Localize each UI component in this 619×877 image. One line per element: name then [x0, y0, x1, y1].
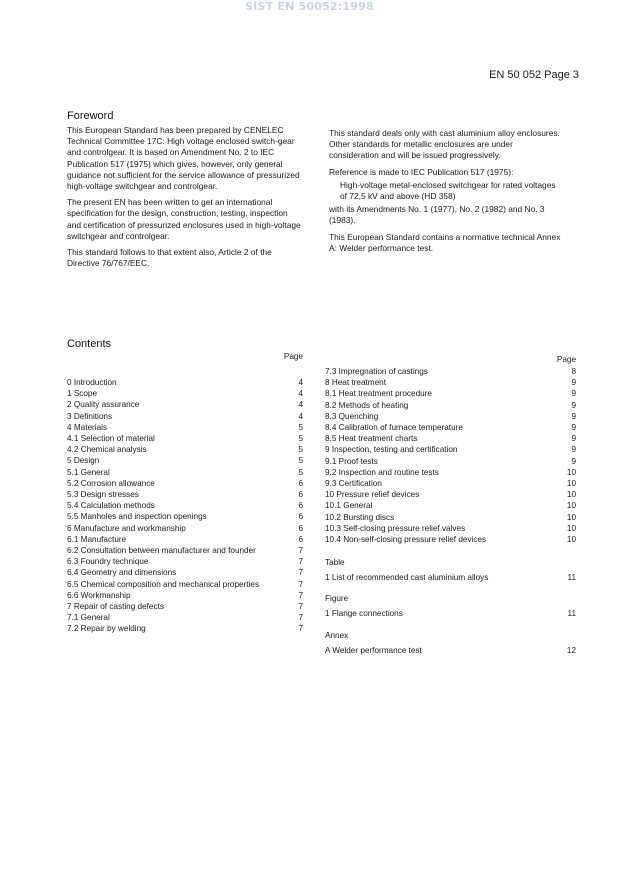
page-column-label: Page: [283, 352, 303, 361]
toc-entry-label: 5.4 Calculation methods: [67, 501, 155, 511]
toc-entry: [325, 534, 576, 545]
toc-entry-page: 7: [298, 590, 303, 600]
toc-entry-label: 8 Heat treatment: [325, 378, 386, 388]
toc-entry: [325, 645, 576, 656]
toc-entry-page: 5: [298, 456, 303, 466]
toc-entry-label: 4.2 Chemical analysis: [67, 445, 147, 455]
foreword-paragraph: This European Standard contains a normative technical Annex A: Welder performance test.: [329, 231, 561, 253]
foreword-paragraph: with its Amendments No. 1 (1977), No. 2 (1982) and No. 3 (1983).: [329, 204, 545, 226]
toc-entry-page: 10: [566, 523, 576, 533]
toc-entry-label: 6.3 Foundry technique: [67, 557, 149, 567]
toc-entry: [67, 556, 303, 567]
watermark: SIST EN 50052:1998: [245, 0, 374, 13]
toc-entry-label: 5 Design: [67, 456, 100, 466]
foreword-left-column: [67, 125, 303, 274]
contents-title: Contents: [67, 338, 112, 350]
toc-entry: [67, 377, 303, 388]
toc-entry-label: 8.2 Methods of heating: [325, 400, 409, 410]
foreword-paragraph: This standard deals only with cast aluminium alloy enclosures. Other standards for metallic enclosures are under consideration and will be issued progressively.: [329, 128, 560, 161]
toc-entry-label: 3 Definitions: [67, 411, 113, 421]
toc-entry-page: 10: [566, 535, 576, 545]
toc-entry: [325, 572, 576, 583]
toc-entry-page: 12: [566, 645, 576, 655]
toc-entry-label: 1 List of recommended cast aluminium alloys: [325, 573, 489, 583]
toc-entry-page: 7: [298, 579, 303, 589]
toc-entry-page: 4: [298, 400, 303, 410]
toc-entry-label: 10.4 Non-self-closing pressure relief devices: [325, 535, 487, 545]
toc-entry: [325, 608, 576, 619]
toc-entry-page: 6: [298, 534, 303, 544]
toc-list: [325, 366, 576, 545]
toc-entry-label: 7.3 Impregnation of castings: [325, 367, 428, 376]
toc-entry-label: 6.4 Geometry and dimensions: [67, 568, 177, 578]
toc-entry-label: 6.5 Chemical composition and mechanical properties: [67, 579, 260, 589]
toc-entry-page: 9: [571, 411, 576, 421]
toc-entry-label: 5.2 Corrosion allowance: [67, 478, 155, 488]
toc-entry: [67, 623, 303, 634]
toc-entry-label: 0 Introduction: [67, 378, 117, 387]
toc-entry: [67, 579, 303, 590]
toc-entry-page: 9: [571, 423, 576, 433]
contents-left-column: [67, 352, 303, 635]
toc-entry-page: 10: [566, 512, 576, 522]
toc-entry-page: 6: [298, 512, 303, 522]
toc-entry-label: 7.2 Repair by welding: [67, 624, 146, 634]
foreword-right-column: [329, 128, 561, 259]
foreword-paragraph: Reference is made to IEC Publication 517 (1975):: [329, 166, 514, 177]
toc-entry-label: 8.5 Heat treatment charts: [325, 434, 418, 444]
toc-entry-page: 11: [567, 573, 576, 583]
toc-entry: [325, 489, 576, 500]
toc-entry-label: 8.4 Calibration of furnace temperature: [325, 423, 463, 433]
toc-entry-label: 8.3 Quenching: [325, 411, 379, 421]
toc-entry: [67, 467, 303, 478]
toc-entry-label: 1 Flange connections: [325, 609, 403, 619]
toc-entry-label: 5.1 General: [67, 467, 110, 477]
toc-entry: [67, 388, 303, 399]
toc-entry-label: 6.6 Workmanship: [67, 590, 131, 600]
toc-entry-label: 9.1 Proof tests: [325, 456, 378, 466]
toc-entry-label: 4 Materials: [67, 422, 108, 432]
toc-entry: [67, 590, 303, 601]
toc-entry-label: A Welder performance test: [325, 645, 422, 655]
toc-entry: [67, 455, 303, 466]
toc-entry: [325, 400, 576, 411]
toc-entry-label: 1 Scope: [67, 389, 98, 399]
toc-entry-page: 6: [298, 501, 303, 511]
toc-entry-label: 5.5 Manholes and inspection openings: [67, 512, 207, 522]
toc-entry: [67, 433, 303, 444]
toc-entry-page: 5: [298, 422, 303, 432]
toc-entry-page: 4: [298, 389, 303, 399]
toc-entry-label: 6.2 Consultation between manufacturer and founder: [67, 546, 256, 556]
toc-entry: [325, 467, 576, 478]
toc-entry: [325, 456, 576, 467]
toc-entry-page: 7: [298, 624, 303, 634]
toc-entry: [325, 523, 576, 534]
toc-entry-label: 6 Manufacture and workmanship: [67, 523, 186, 533]
toc-entry-label: 4.1 Selection of material: [67, 434, 155, 444]
annex-heading: Annex: [325, 630, 349, 640]
foreword-paragraph: This European Standard has been prepared by CENELEC Technical Committee 17C: High voltage enclosed switch-gear and controlgear. It is based on Amendment No. 2 to IEC Publication 517 (1975) which gives, however, only general guidance not sufficient for the service allowance of pressurized high-voltage switchgear and controlgear.: [67, 125, 300, 192]
toc-entry-label: 7.1 General: [67, 613, 110, 623]
toc-entry: [325, 377, 576, 388]
toc-entry-label: 10 Pressure relief devices: [325, 490, 420, 500]
toc-entry: [67, 523, 303, 534]
toc-entry-page: 9: [571, 445, 576, 455]
toc-entry-page: 10: [566, 479, 576, 489]
toc-entry: [325, 500, 576, 511]
toc-entry-label: 9.2 Inspection and routine tests: [325, 467, 439, 477]
toc-list: [67, 377, 303, 635]
toc-entry-page: 9: [571, 378, 576, 388]
toc-entry-page: 7: [298, 557, 303, 567]
toc-entry: [325, 422, 576, 433]
foreword-title: Foreword: [67, 110, 114, 122]
toc-entry-label: 9.3 Certification: [325, 479, 382, 489]
toc-entry: [325, 444, 576, 455]
toc-entry-page: 9: [571, 456, 576, 466]
toc-entry-label: 10.1 General: [325, 501, 373, 511]
toc-entry: [67, 489, 303, 500]
toc-entry-page: 10: [566, 467, 576, 477]
toc-entry-label: 6.1 Manufacture: [67, 534, 127, 544]
toc-entry-label: 9 Inspection, testing and certification: [325, 445, 458, 455]
toc-entry: [325, 433, 576, 444]
contents-right-column: [325, 355, 576, 656]
toc-entry-label: 10.2 Bursting discs: [325, 512, 395, 522]
toc-entry: [325, 366, 576, 377]
toc-entry: [67, 399, 303, 410]
toc-entry-page: 4: [298, 378, 303, 387]
toc-entry: [67, 444, 303, 455]
toc-entry-page: 7: [298, 602, 303, 612]
toc-entry: [325, 388, 576, 399]
toc-entry: [67, 478, 303, 489]
page-header: EN 50 052 Page 3: [489, 69, 579, 81]
toc-entry-page: 9: [571, 389, 576, 399]
toc-entry-page: 7: [298, 546, 303, 556]
toc-entry: [325, 478, 576, 489]
toc-entry: [67, 422, 303, 433]
toc-entry: [67, 612, 303, 623]
toc-entry-page: 10: [566, 501, 576, 511]
figure-heading: Figure: [325, 594, 349, 604]
toc-entry: [67, 411, 303, 422]
foreword-quote: High-voltage metal-enclosed switchgear for rated voltages of 72,5 kV and above (HD 358): [340, 179, 556, 202]
toc-entry-label: 2 Quality assurance: [67, 400, 140, 410]
foreword-paragraph: The present EN has been written to get an international specification for the design, construction, testing, inspection and certification of pressurized enclosures used in high-voltage switchgear and controlgear.: [67, 197, 301, 241]
toc-entry-page: 6: [298, 523, 303, 533]
toc-entry: [67, 545, 303, 556]
toc-entry-page: 11: [567, 609, 576, 619]
toc-entry-page: 8: [571, 367, 576, 376]
toc-entry: [67, 511, 303, 522]
foreword-paragraph: This standard follows to that extent also, Article 2 of the Directive 76/767/EEC.: [67, 247, 272, 269]
toc-entry: [67, 534, 303, 545]
toc-entry: [325, 512, 576, 523]
page-column-label: Page: [556, 355, 576, 364]
toc-entry-label: 10.3 Self-closing pressure relief valves: [325, 523, 466, 533]
toc-entry-label: 5.3 Design stresses: [67, 490, 139, 500]
toc-entry-page: 6: [298, 478, 303, 488]
toc-entry-page: 5: [298, 434, 303, 444]
toc-entry-label: 8.1 Heat treatment procedure: [325, 389, 432, 399]
toc-entry-page: 9: [571, 400, 576, 410]
toc-entry-page: 7: [298, 568, 303, 578]
toc-entry-page: 5: [298, 445, 303, 455]
table-heading: Table: [325, 558, 345, 568]
toc-entry: [67, 500, 303, 511]
toc-entry-page: 5: [298, 467, 303, 477]
toc-entry: [67, 567, 303, 578]
toc-entry-page: 7: [298, 613, 303, 623]
toc-entry-page: 6: [298, 490, 303, 500]
toc-entry-label: 7 Repair of casting defects: [67, 602, 164, 612]
toc-entry-page: 4: [298, 411, 303, 421]
toc-entry: [325, 411, 576, 422]
toc-entry: [67, 601, 303, 612]
toc-entry-page: 9: [571, 434, 576, 444]
toc-entry-page: 10: [566, 490, 576, 500]
